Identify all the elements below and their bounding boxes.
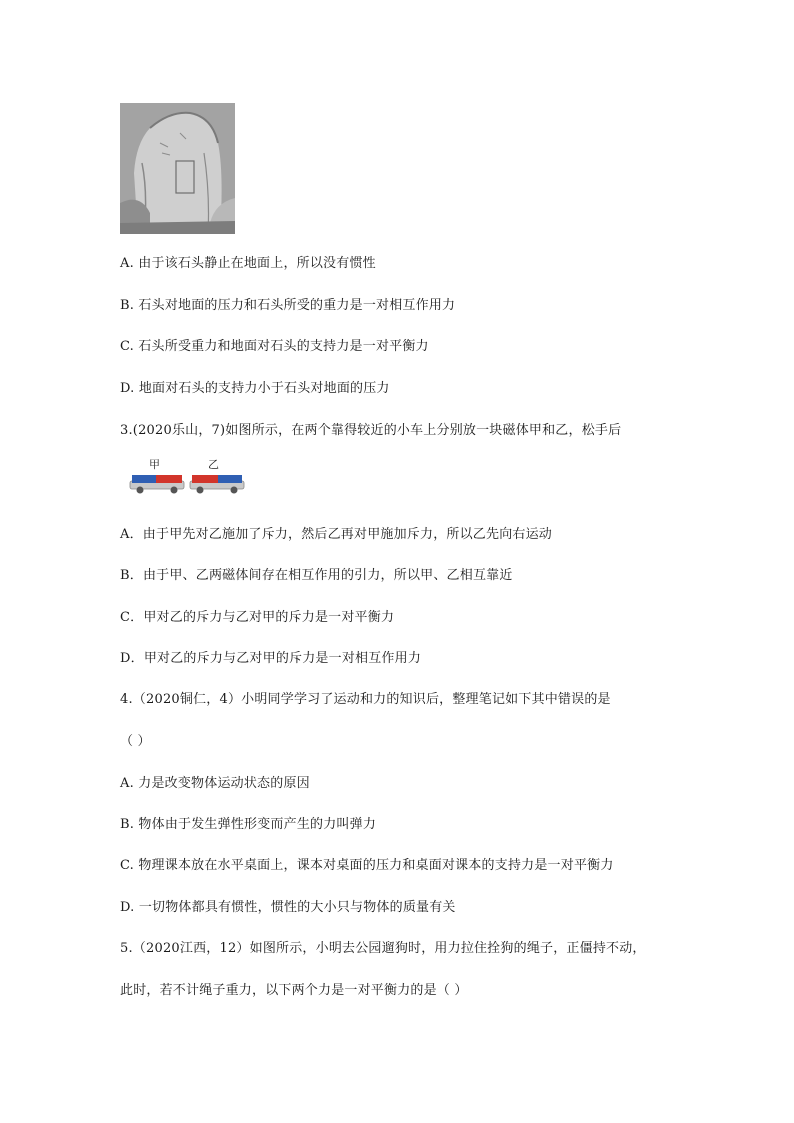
q2-option-a: A. 由于该石头静止在地面上，所以没有惯性 [120, 256, 376, 271]
q5-stem-line2: 此时，若不计绳子重力，以下两个力是一对平衡力的是（ ） [120, 983, 468, 998]
stone-figure [120, 103, 235, 234]
magnet-carts-figure [128, 459, 246, 495]
q3-stem: 3.(2020乐山，7)如图所示，在两个靠得较近的小车上分别放一块磁体甲和乙，松手后 [120, 423, 622, 438]
q3-option-c: C．甲对乙的斥力与乙对甲的斥力是一对平衡力 [120, 610, 395, 625]
q3-option-a: A．由于甲先对乙施加了斥力，然后乙再对甲施加斥力，所以乙先向右运动 [120, 527, 552, 542]
q4-option-b: B. 物体由于发生弹性形变而产生的力叫弹力 [120, 817, 377, 832]
q4-option-c: C. 物理课本放在水平桌面上，课本对桌面的压力和桌面对课本的支持力是一对平衡力 [120, 858, 614, 873]
q2-option-b: B. 石头对地面的压力和石头所受的重力是一对相互作用力 [120, 298, 456, 313]
q5-stem-line1: 5.（2020江西，12）如图所示，小明去公园遛狗时，用力拉住拴狗的绳子，正僵持不动， [120, 941, 646, 956]
q3-option-b: B．由于甲、乙两磁体间存在相互作用的引力，所以甲、乙相互靠近 [120, 568, 513, 583]
q4-option-a: A. 力是改变物体运动状态的原因 [120, 776, 310, 791]
q4-option-d: D. 一切物体都具有惯性，惯性的大小只与物体的质量有关 [120, 900, 456, 915]
q4-answer-bracket: （ ） [120, 734, 151, 749]
q2-option-c: C. 石头所受重力和地面对石头的支持力是一对平衡力 [120, 339, 429, 354]
q3-option-d: D．甲对乙的斥力与乙对甲的斥力是一对相互作用力 [120, 651, 422, 666]
q4-stem: 4.（2020铜仁，4）小明同学学习了运动和力的知识后，整理笔记如下其中错误的是 [120, 692, 611, 707]
q2-option-d: D. 地面对石头的支持力小于石头对地面的压力 [120, 381, 390, 396]
magnet-label-jia: 甲 [149, 458, 160, 471]
magnet-label-yi: 乙 [208, 458, 219, 471]
